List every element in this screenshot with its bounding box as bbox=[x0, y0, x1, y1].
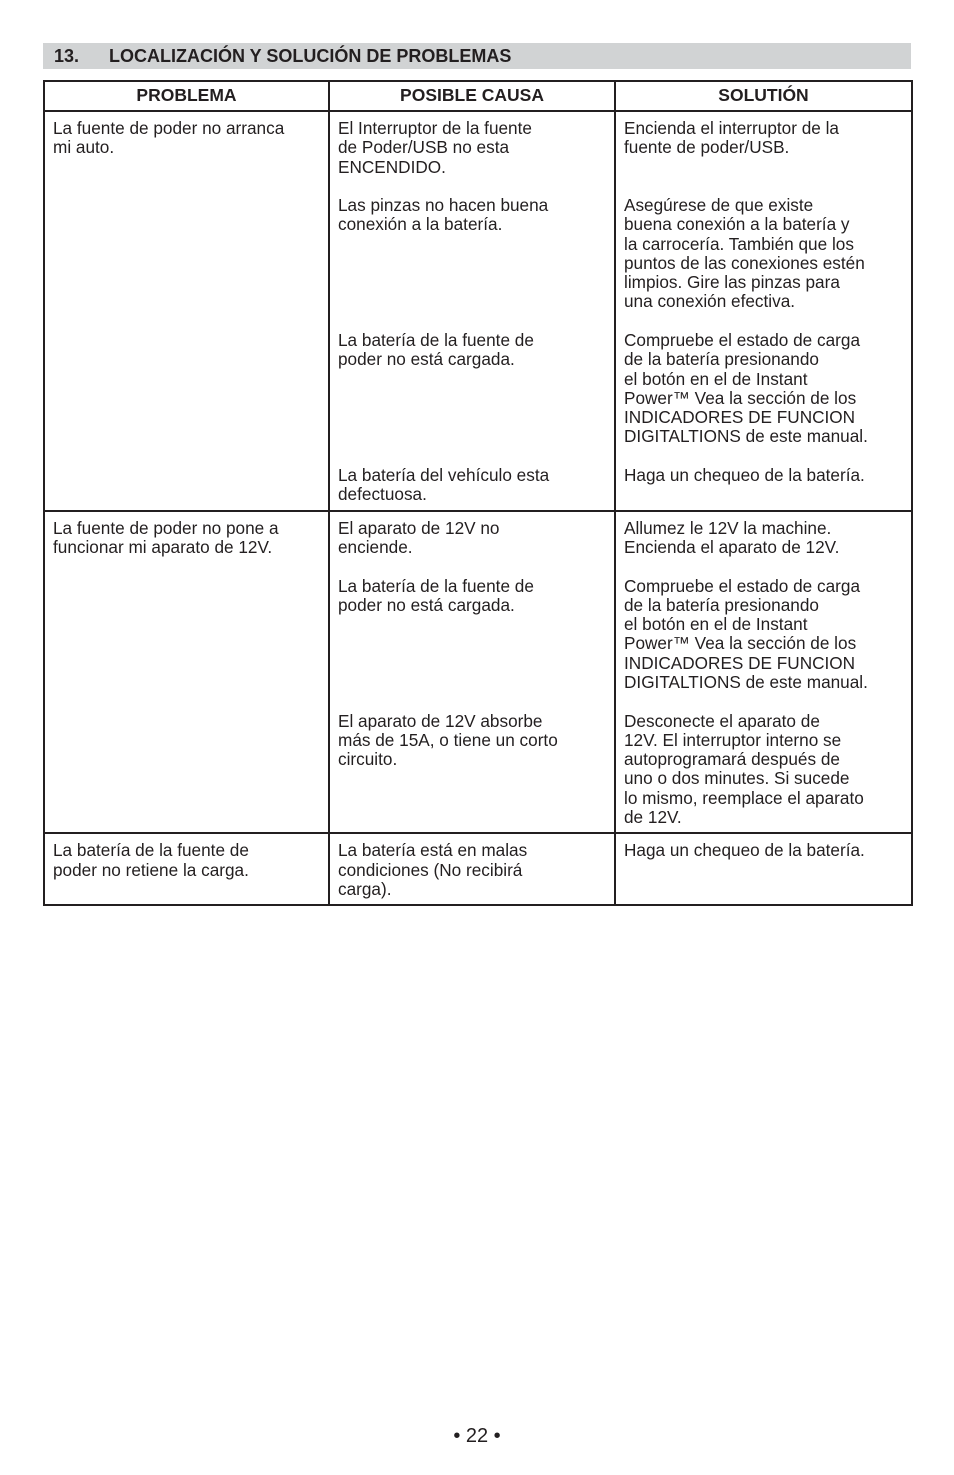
solution-cell bbox=[615, 511, 912, 834]
problem-text: La fuente de poder no arranca mi auto. bbox=[53, 118, 285, 158]
cause-cell bbox=[329, 511, 615, 834]
section-title: LOCALIZACIÓN Y SOLUCIÓN DE PROBLEMAS bbox=[109, 46, 512, 66]
cause-text: La batería de la fuente de poder no está cargada. bbox=[338, 330, 534, 370]
solution-cell bbox=[615, 111, 912, 511]
problem-cell bbox=[44, 511, 329, 834]
column-header-problem: PROBLEMA bbox=[44, 81, 329, 111]
table-header-row bbox=[44, 81, 912, 111]
table-row bbox=[44, 833, 912, 905]
problem-cell bbox=[44, 833, 329, 905]
solution-text: Desconecte el aparato de 12V. El interruptor interno se autoprogramará después de uno o dos minutes. Si sucede lo mismo, reemplace el aparato de 12V. bbox=[624, 710, 864, 828]
column-header-solution: SOLUTIÓN bbox=[615, 81, 912, 111]
problem-text: La batería de la fuente de poder no retiene la carga. bbox=[53, 840, 249, 880]
section-header bbox=[43, 43, 911, 69]
cause-cell bbox=[329, 833, 615, 905]
troubleshooting-table bbox=[43, 80, 913, 906]
cause-text: El aparato de 12V absorbe más de 15A, o tiene un corto circuito. bbox=[338, 710, 558, 770]
problem-text: La fuente de poder no pone a funcionar mi aparato de 12V. bbox=[53, 517, 279, 557]
solution-text: Haga un chequeo de la batería. bbox=[624, 465, 865, 485]
cause-text: La batería de la fuente de poder no está cargada. bbox=[338, 575, 534, 615]
solution-text: Encienda el interruptor de la fuente de poder/USB. bbox=[624, 118, 839, 158]
solution-cell bbox=[615, 833, 912, 905]
cause-text: Las pinzas no hacen buena conexión a la batería. bbox=[338, 195, 549, 235]
cause-cell bbox=[329, 111, 615, 511]
cause-text: El Interruptor de la fuente de Poder/USB no esta ENCENDIDO. bbox=[338, 118, 532, 177]
solution-text: Haga un chequeo de la batería. bbox=[624, 840, 865, 861]
cause-text: La batería del vehículo esta defectuosa. bbox=[338, 465, 550, 505]
column-header-cause: POSIBLE CAUSA bbox=[329, 81, 615, 111]
solution-text: Asegúrese de que existe buena conexión a la batería y la carrocería. También que los puntos de las conexiones estén limpios. Gire las pinzas para una conexión efectiva. bbox=[624, 195, 865, 312]
solution-text: Allumez le 12V la machine. Encienda el aparato de 12V. bbox=[624, 517, 840, 557]
page-number: • 22 • bbox=[453, 1425, 501, 1447]
problem-cell bbox=[44, 111, 329, 511]
solution-text: Compruebe el estado de carga de la batería presionando el botón en el de Instant Power™ Vea la sección de los INDICADORES DE FUNCION DIGITALTIONS de este manual. bbox=[624, 330, 868, 447]
cause-text: La batería está en malas condiciones (No recibirá carga). bbox=[338, 840, 528, 899]
solution-text: Compruebe el estado de carga de la batería presionando el botón en el de Instant Power™ Vea la sección de los INDICADORES DE FUNCION DIGITALTIONS de este manual. bbox=[624, 575, 868, 693]
section-number: 13. bbox=[54, 46, 80, 66]
table-row bbox=[44, 111, 912, 511]
table-row bbox=[44, 511, 912, 834]
cause-text: El aparato de 12V no enciende. bbox=[338, 517, 500, 557]
